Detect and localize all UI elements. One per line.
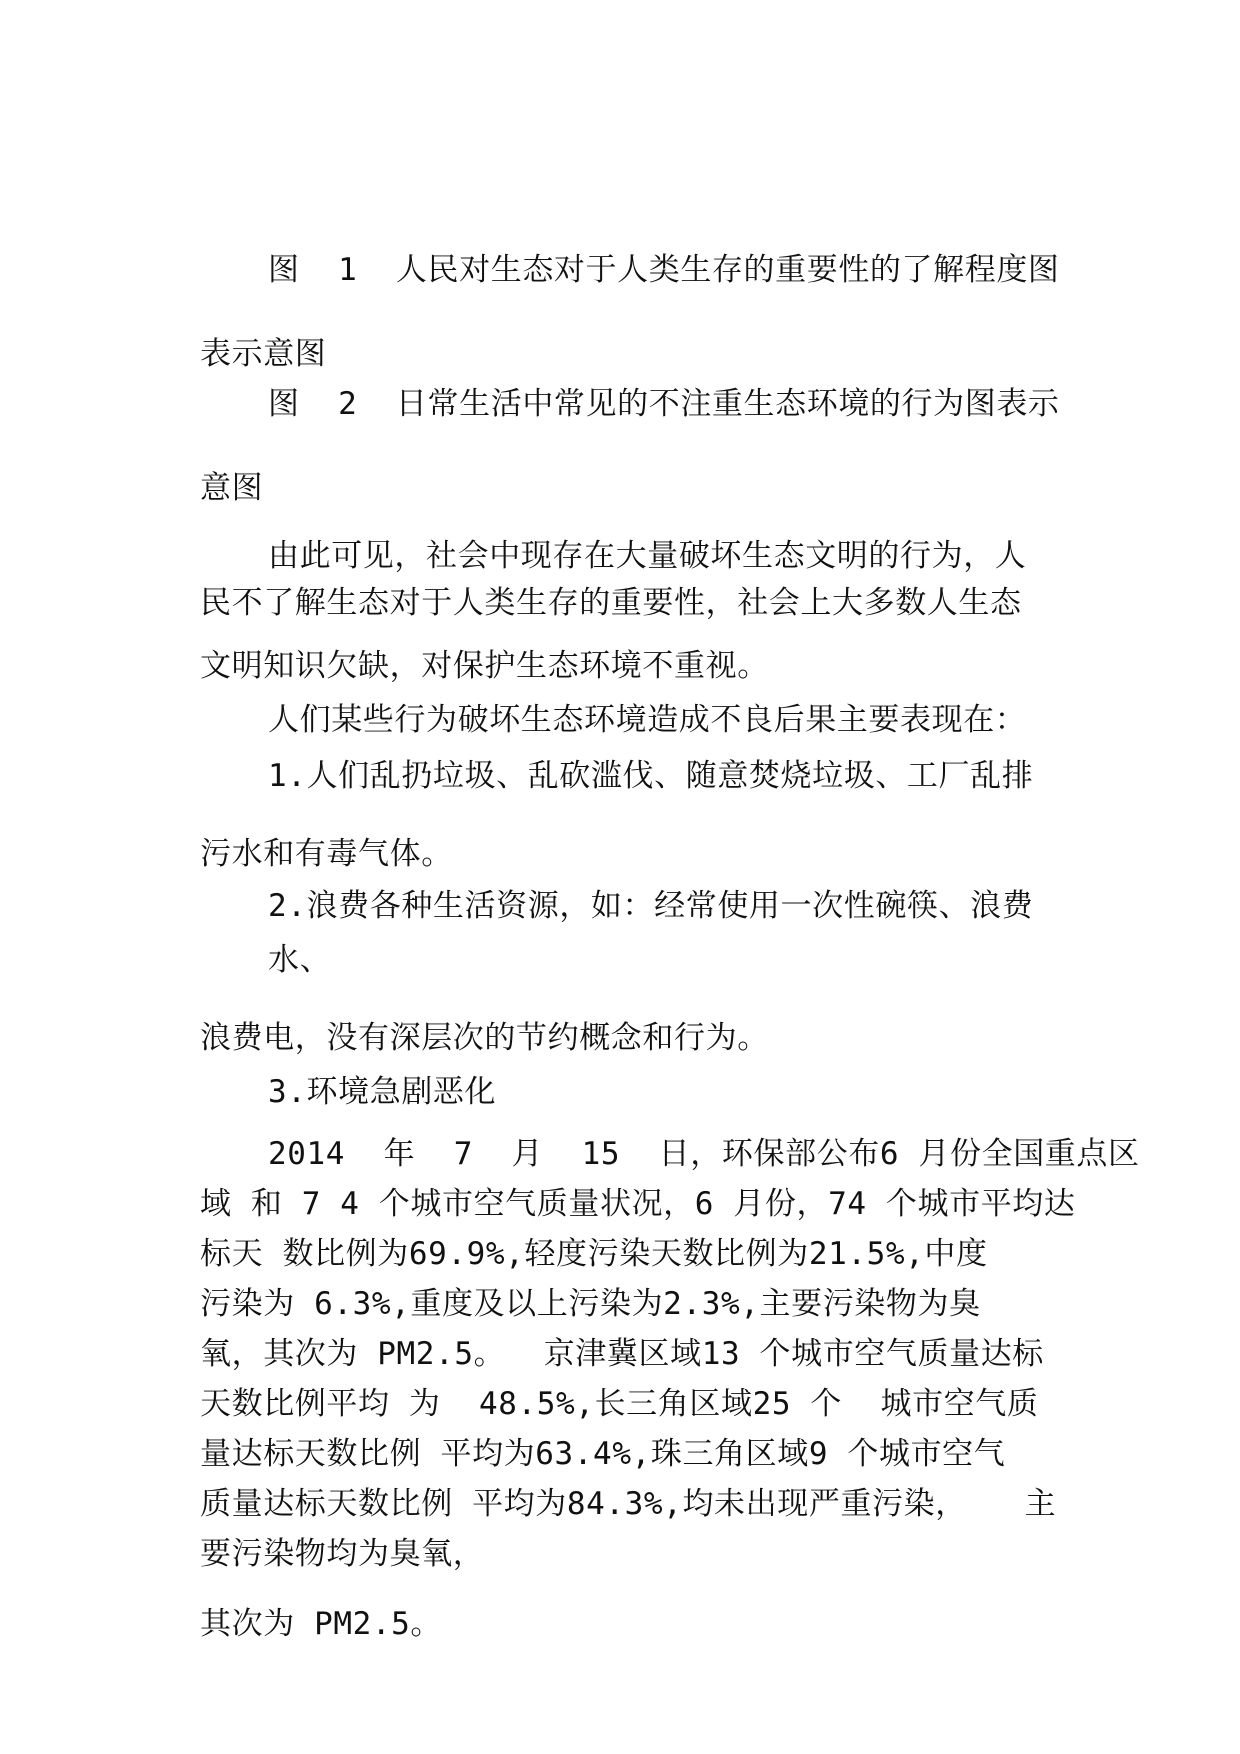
- figure-2-caption-cont: 意图: [200, 470, 264, 506]
- list-item-1-cont: 污水和有毒气体。: [200, 836, 453, 872]
- paragraph-line: 天数比例平均 为 48.5%,长三角区域25 个 城市空气质: [200, 1386, 1039, 1422]
- paragraph-line: 由此可见，社会中现存在大量破坏生态文明的行为，人: [268, 538, 1027, 574]
- figure-2-caption: 图 2 日常生活中常见的不注重生态环境的行为图表示: [268, 386, 1060, 422]
- paragraph-line: 民不了解生态对于人类生存的重要性，社会上大多数人生态: [200, 585, 1022, 621]
- paragraph-line: 人们某些行为破坏生态环境造成不良后果主要表现在：: [268, 702, 1027, 738]
- paragraph-line: 氧，其次为 PM2.5。 京津冀区域13 个城市空气质量达标: [200, 1336, 1044, 1372]
- paragraph-line: 文明知识欠缺，对保护生态环境不重视。: [200, 648, 769, 684]
- paragraph-line: 污染为 6.3%,重度及以上污染为2.3%,主要污染物为臭: [200, 1286, 981, 1322]
- paragraph-line: 标天 数比例为69.9%,轻度污染天数比例为21.5%,中度: [200, 1236, 988, 1272]
- list-item-3: 3.环境急剧恶化: [268, 1074, 497, 1110]
- list-item-1: 1.人们乱扔垃圾、乱砍滥伐、随意焚烧垃圾、工厂乱排: [268, 758, 1034, 794]
- list-item-2-cont: 浪费电，没有深层次的节约概念和行为。: [200, 1020, 769, 1056]
- list-item-2-cont: 水、: [268, 942, 332, 978]
- paragraph-line: 量达标天数比例 平均为63.4%,珠三角区域9 个城市空气: [200, 1436, 1006, 1472]
- figure-1-caption-cont: 表示意图: [200, 336, 327, 372]
- paragraph-line: 域 和 7 4 个城市空气质量状况，6 月份，74 个城市平均达: [200, 1186, 1076, 1222]
- paragraph-line: 2014 年 7 月 15 日，环保部公布6 月份全国重点区: [268, 1136, 1140, 1172]
- figure-1-caption: 图 1 人民对生态对于人类生存的重要性的了解程度图: [268, 252, 1060, 288]
- paragraph-line: 其次为 PM2.5。: [200, 1606, 442, 1642]
- list-item-2: 2.浪费各种生活资源，如：经常使用一次性碗筷、浪费: [268, 888, 1034, 924]
- paragraph-line: 要污染物均为臭氧，: [200, 1536, 485, 1572]
- paragraph-line: 质量达标天数比例 平均为84.3%,均未出现严重污染， 主: [200, 1486, 1057, 1522]
